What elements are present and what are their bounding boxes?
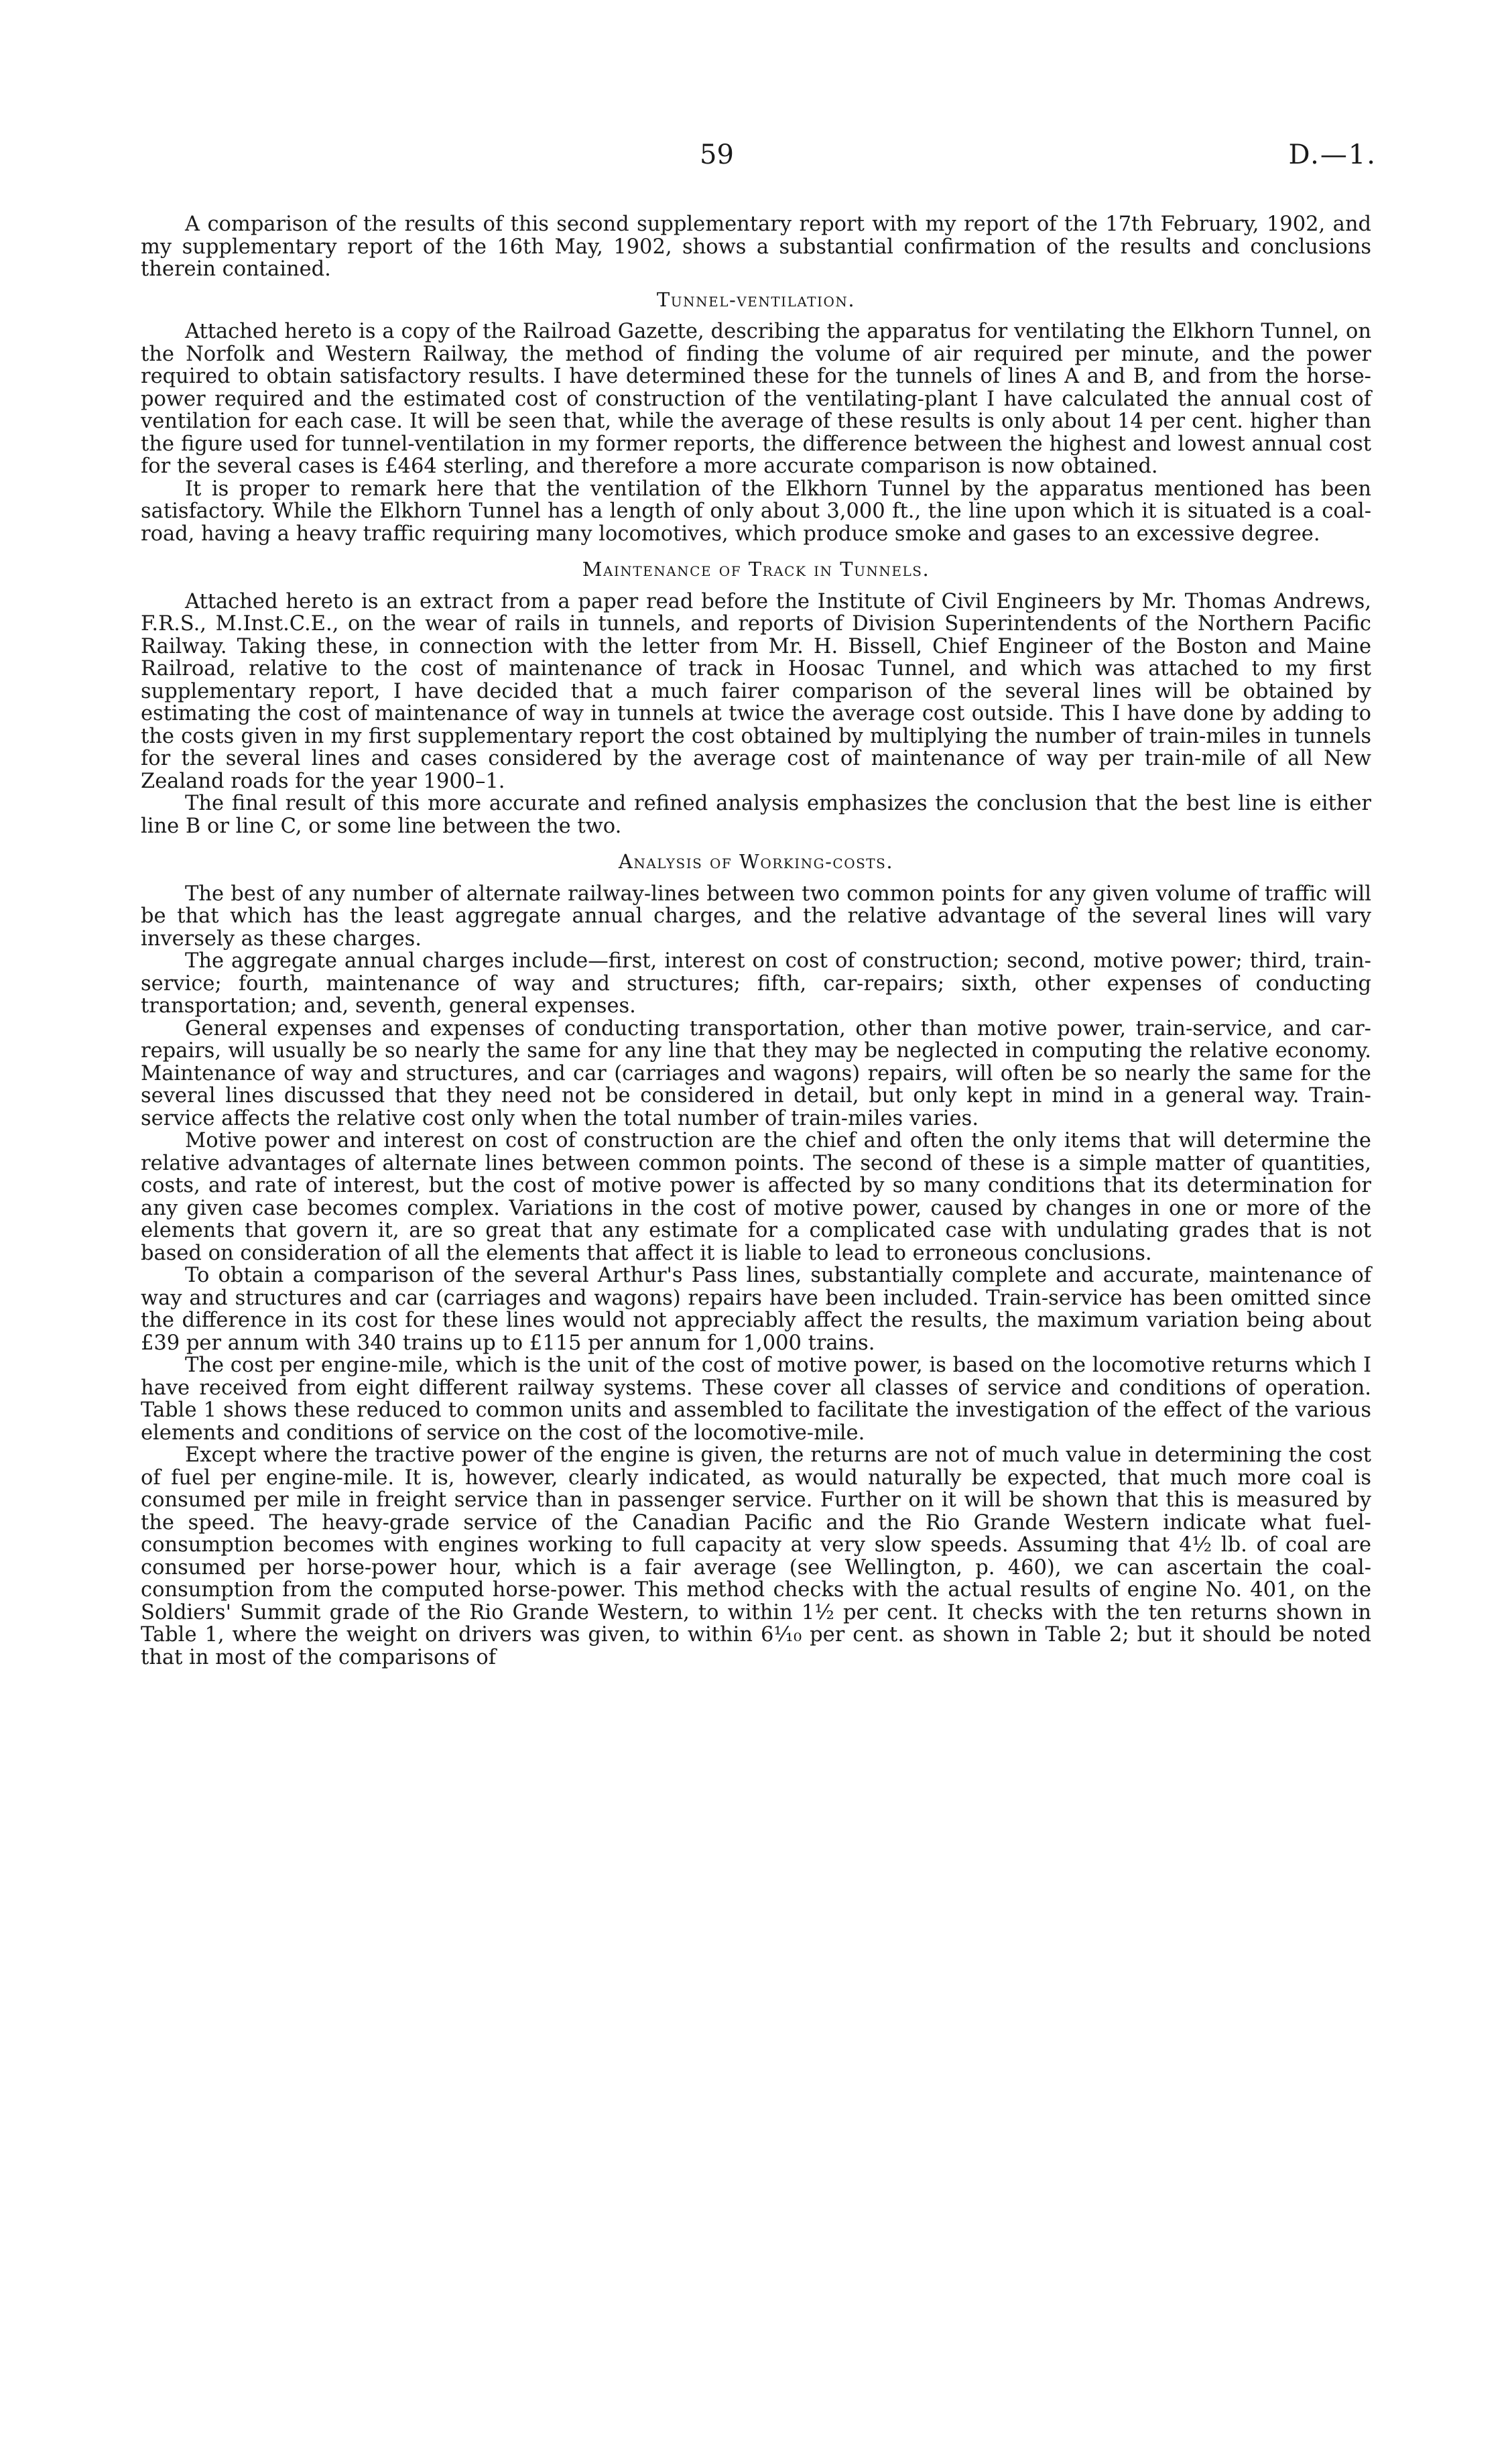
- paragraph-intro: A comparison of the results of this second supplementary report with my report of the 17th February, 1902, and my supplementary report of the 16th May, 1902, shows a substantial confirmation of the results and conclusions therein contained.: [141, 213, 1371, 281]
- page-number: 59: [700, 139, 734, 170]
- heading-maintenance-track: Maintenance of Track in Tunnels.: [582, 558, 930, 581]
- paragraph-engine-mile: The cost per engine-mile, which is the unit of the cost of motive power, is based on the locomotive returns which I have received from eight different railway systems. These cover all classes of service and conditions of operation. Table 1 shows these reduced to common units and assembled to facilitate the investigation of the effect of the various elements and conditions of service on the cost of the locomotive-mile.: [141, 1354, 1371, 1445]
- paragraph-arthurs-pass: To obtain a comparison of the several Arthur's Pass lines, substantially complete and accurate, maintenance of way and structures and car (carriages and wagons) repairs have been included. Train-service has been omitted since the difference in its cost for these lines would not appreciably affect the results, the maximum variation being about £39 per annum with 340 trains up to £115 per annum for 1,000 trains.: [141, 1264, 1371, 1355]
- paragraph-fuel-consumption: Except where the tractive power of the engine is given, the returns are not of much value in determining the cost of fuel per engine-mile. It is, however, clearly indicated, as would naturally be expected, that much more coal is consumed per mile in freight service than in passenger service. Further on it will be shown that this is measured by the speed. The heavy-grade service of the Canadian Pacific and the Rio Grande Western indicate what fuel-consumption becomes with engines working to full capacity at very slow speeds. Assuming that 4½ lb. of coal are consumed per horse-power hour, which is a fair average (see Wellington, p. 460), we can ascertain the coal-consumption from the computed horse-power. This method checks with the actual results of engine No. 401, on the Soldiers' Summit grade of the Rio Grande Western, to within 1½ per cent. It checks with the ten returns shown in Table 1, where the weight on drivers was given, to within 6¹⁄₁₀ per cent. as shown in Table 2; but it should be noted that in most of the comparisons of: [141, 1443, 1371, 1669]
- paragraph-ventilation-apparatus: Attached hereto is a copy of the Railroad Gazette, describing the apparatus for ventilating the Elkhorn Tunnel, on the Norfolk and Western Railway, the method of finding the volume of air required per minute, and the power required to obtain satisfactory results. I have determined these for the tunnels of lines A and B, and from the horse-power required and the estimated cost of construction of the ventilating-plant I have calculated the annual cost of ventilation for each case. It will be seen that, while the average of these results is only about 14 per cent. higher than the figure used for tunnel-ventilation in my former reports, the difference between the highest and lowest annual cost for the several cases is £464 sterling, and therefore a more accurate comparison is now obtained.: [141, 320, 1371, 478]
- paragraph-ventilation-remark: It is proper to remark here that the ventilation of the Elkhorn Tunnel by the apparatus mentioned has been satisfactory. While the Elkhorn Tunnel has a length of only about 3,000 ft., the line upon which it is situated is a coal-road, having a heavy traffic requiring many locomotives, which produce smoke and gases to an excessive degree.: [141, 477, 1371, 546]
- heading-analysis-working-costs: Analysis of Working-costs.: [618, 850, 894, 873]
- paragraph-maintenance-result: The final result of this more accurate and refined analysis emphasizes the conclusion that the best line is either line B or line C, or some line between the two.: [141, 792, 1371, 838]
- paragraph-annual-charges: The aggregate annual charges include—first, interest on cost of construction; second, motive power; third, train-service; fourth, maintenance of way and structures; fifth, car-repairs; sixth, other expenses of conducting transportation; and, seventh, general expenses.: [141, 949, 1371, 1018]
- paragraph-best-line: The best of any number of alternate railway-lines between two common points for any given volume of traffic will be that which has the least aggregate annual charges, and the relative advantage of the several lines will vary inversely as these charges.: [141, 882, 1371, 951]
- heading-tunnel-ventilation: Tunnel-ventilation.: [656, 288, 856, 311]
- paragraph-motive-power: Motive power and interest on cost of construction are the chief and often the only items that will determine the relative advantages of alternate lines between common points. The second of these is a simple matter of quantities, costs, and rate of interest, but the cost of motive power is affected by so many conditions that its determination for any given case becomes complex. Variations in the cost of motive power, caused by changes in one or more of the elements that govern it, are so great that any estimate for a complicated case with undulating grades that is not based on consideration of all the elements that affect it is liable to lead to erroneous conclusions.: [141, 1129, 1371, 1265]
- paragraph-general-expenses: General expenses and expenses of conducting transportation, other than motive power, train-service, and car-repairs, will usually be so nearly the same for any line that they may be neglected in computing the relative economy. Maintenance of way and structures, and car (carriages and wagons) repairs, will often be so nearly the same for the several lines discussed that they need not be considered in detail, but only kept in mind in a general way. Train-service affects the relative cost only when the total number of train-miles varies.: [141, 1016, 1371, 1130]
- paragraph-maintenance-extract: Attached hereto is an extract from a paper read before the Institute of Civil Engineers by Mr. Thomas Andrews, F.R.S., M.Inst.C.E., on the wear of rails in tunnels, and reports of Division Superintendents of the Northern Pacific Railway. Taking these, in connection with the letter from Mr. H. Bissell, Chief Engineer of the Boston and Maine Railroad, relative to the cost of maintenance of track in Hoosac Tunnel, and which was attached to my first supplementary report, I have decided that a much fairer comparison of the several lines will be obtained by estimating the cost of maintenance of way in tunnels at twice the average cost outside. This I have done by adding to the costs given in my first supplementary report the cost obtained by multiplying the number of train-miles in tunnels for the several lines and cases considered by the average cost of maintenance of way per train-mile of all New Zealand roads for the year 1900–1.: [141, 589, 1371, 793]
- body-text: [141, 213, 1371, 1669]
- document-reference: D.—1.: [1288, 139, 1377, 170]
- page-header: [0, 139, 1512, 180]
